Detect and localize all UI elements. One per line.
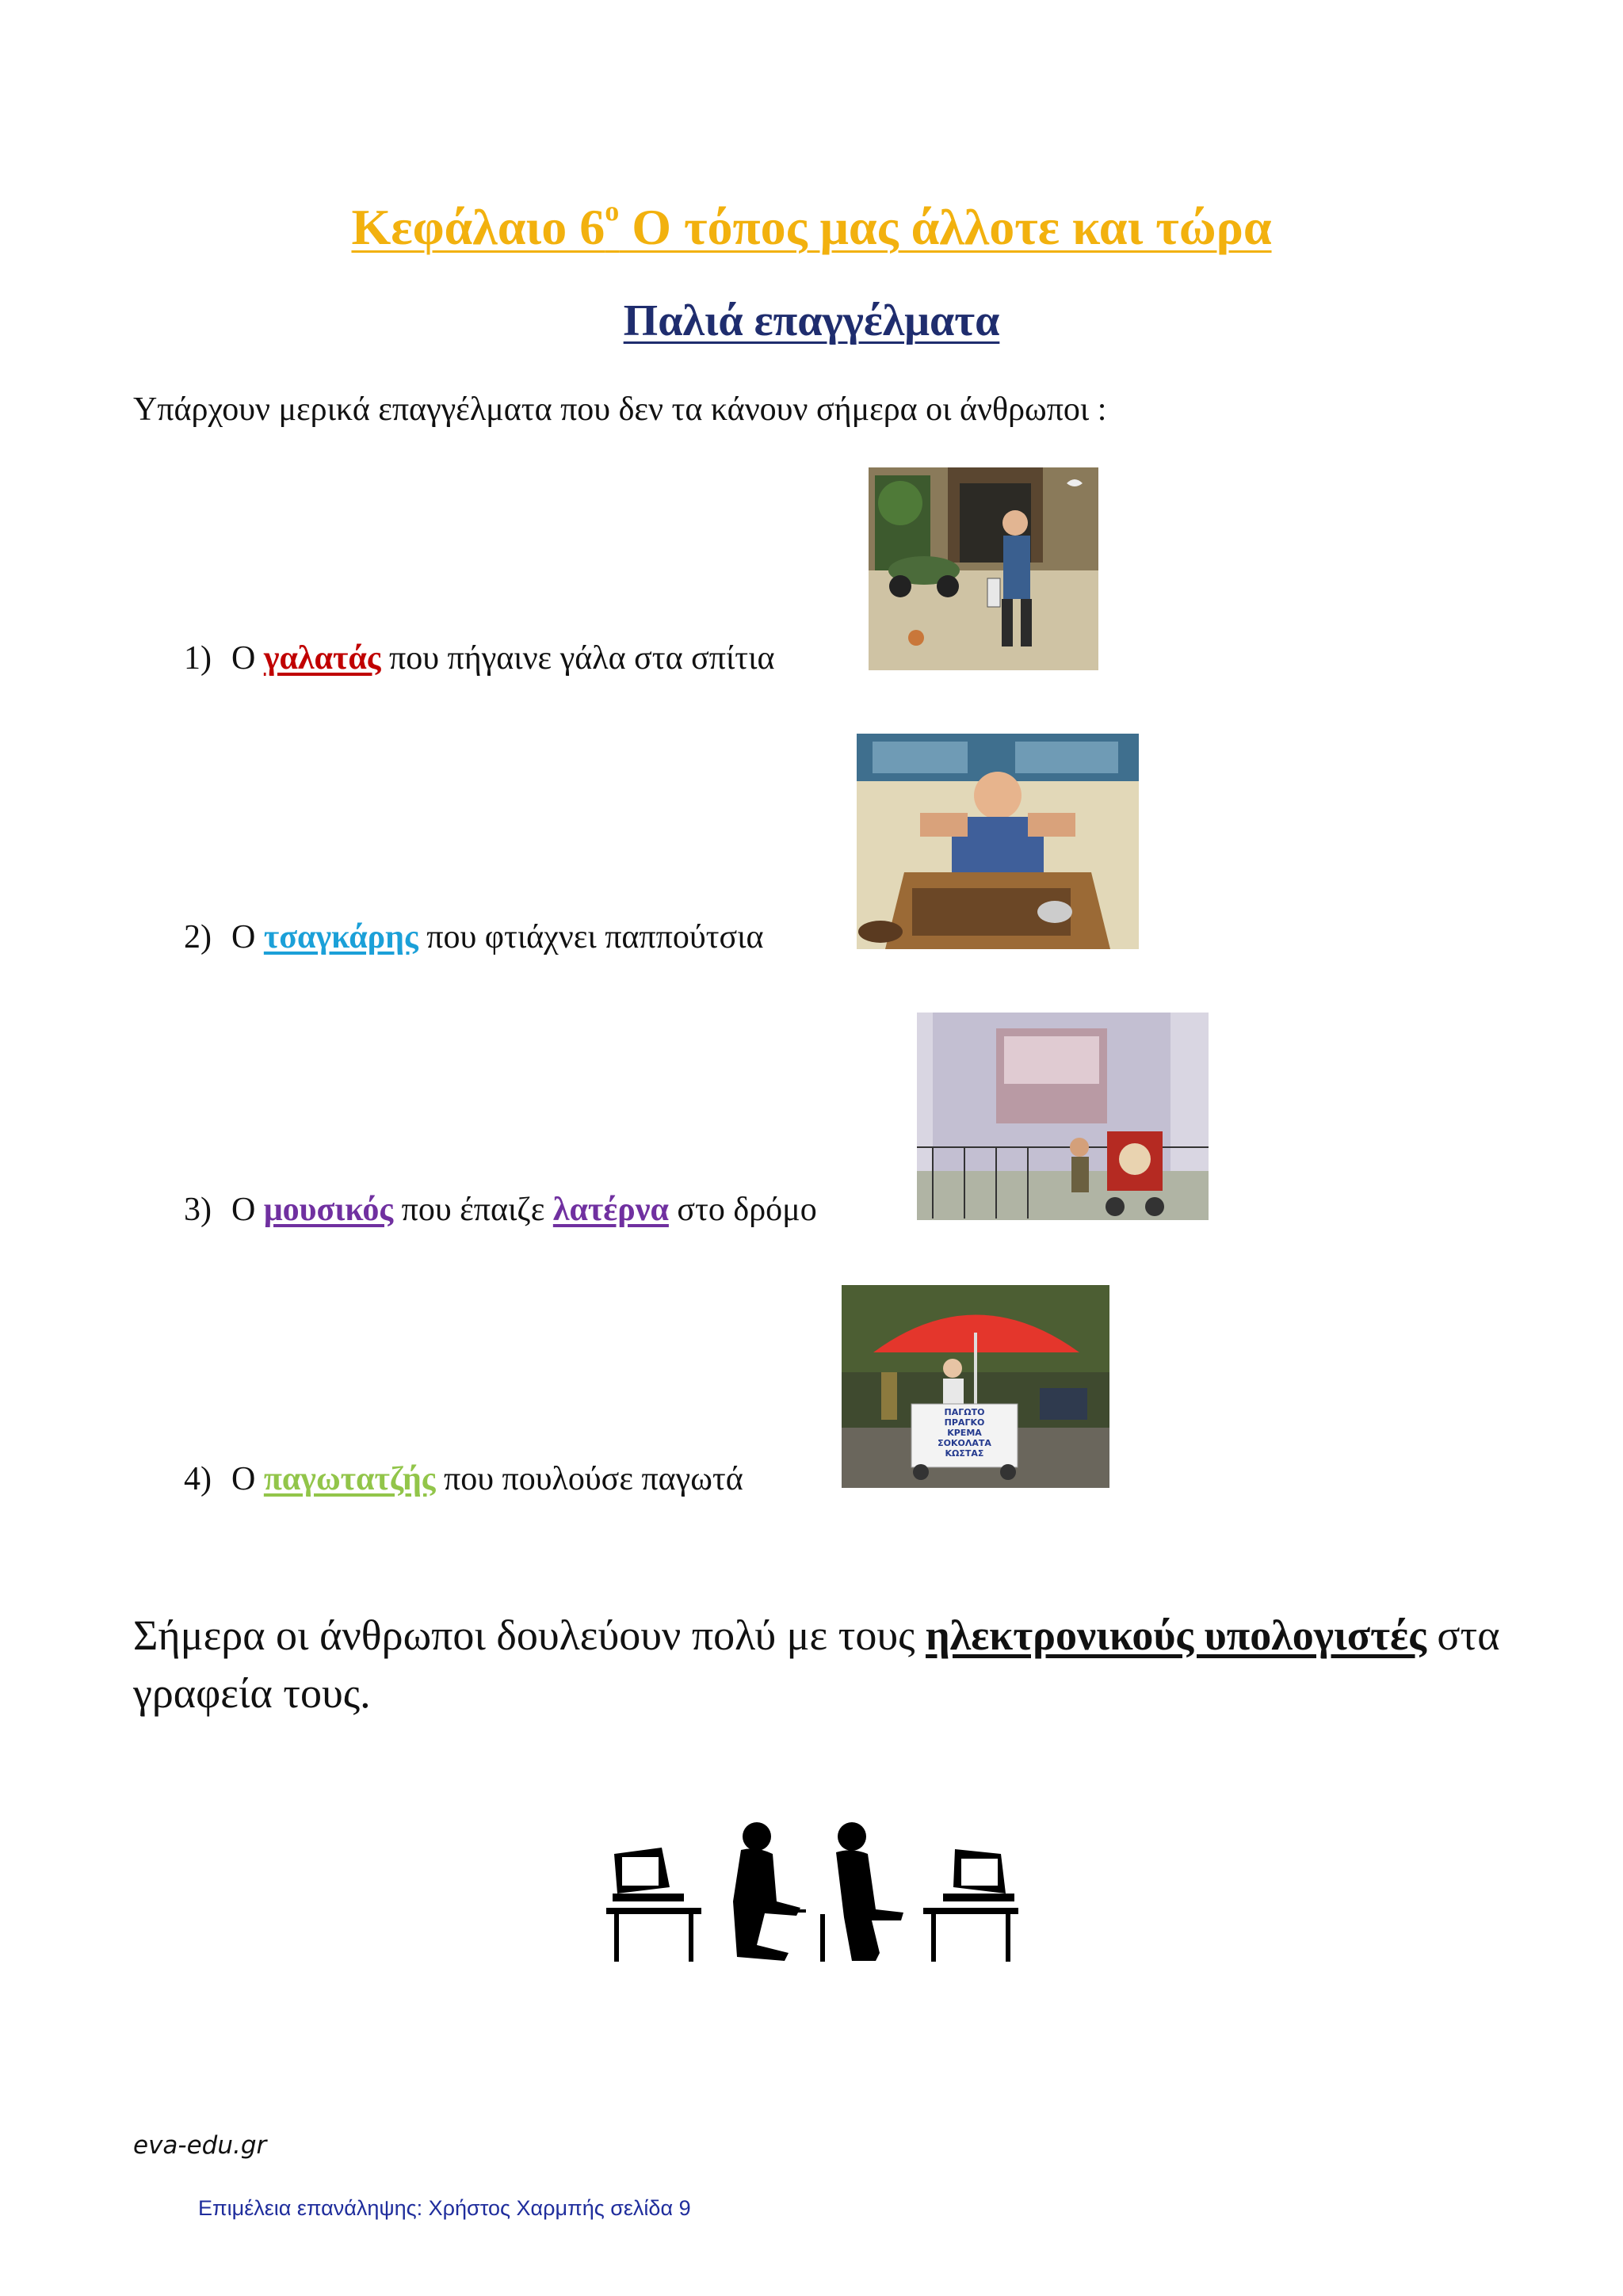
barrel-organ-illustration	[917, 1013, 1209, 1220]
list-item-text: που έπαιζε	[393, 1192, 553, 1228]
list-item-prefix: Ο	[231, 1192, 264, 1228]
closing-paragraph	[133, 1607, 1520, 1722]
list-item-musician	[184, 1190, 817, 1230]
list-item-text: που πουλούσε παγωτά	[435, 1461, 743, 1497]
list-item-text: που φτιάχνει παππούτσια	[418, 919, 764, 955]
list-item-text: που πήγαινε γάλα στα σπίτια	[380, 640, 775, 677]
cart-sign-line: ΚΡΕΜΑ	[947, 1428, 982, 1438]
keyword-milkman: γαλατάς	[263, 640, 381, 677]
computer-users-silhouette	[606, 1814, 1018, 1965]
list-item-text: στο δρόμο	[668, 1192, 817, 1228]
footer-credit: Επιμέλεια επανάληψης: Χρήστος Χαρμπής σελίδα 9	[198, 2196, 691, 2220]
section-subtitle: Παλιά επαγγέλματα	[623, 296, 1000, 345]
keyword-shoemaker: τσαγκάρης	[263, 919, 418, 955]
list-number: 4)	[184, 1461, 212, 1497]
list-item-shoemaker	[184, 917, 763, 957]
footer-site: eva-edu.gr	[133, 2131, 267, 2160]
list-item-ice-cream-vendor	[184, 1459, 743, 1499]
list-item-prefix: Ο	[231, 1461, 264, 1497]
list-number: 3)	[184, 1192, 212, 1228]
ice-cream-cart-sign	[917, 1407, 1012, 1463]
list-item-prefix: Ο	[231, 919, 264, 955]
closing-text: Σήμερα οι άνθρωποι δουλεύουν πολύ με τους	[133, 1611, 926, 1659]
keyword-ice-cream-vendor: παγωτατζής	[263, 1461, 436, 1497]
ice-cream-vendor-photo	[842, 1285, 1109, 1488]
list-item-milkman	[184, 639, 774, 678]
list-item-prefix: Ο	[231, 640, 264, 677]
chapter-title-superscript: ο	[605, 195, 620, 227]
cart-sign-line: ΣΟΚΟΛΑΤΑ	[938, 1438, 991, 1448]
keyword-computers: ηλεκτρονικούς υπολογιστές	[926, 1611, 1426, 1659]
chapter-title-rest: Ο τόπος μας άλλοτε και τώρα	[619, 199, 1272, 255]
list-number: 1)	[184, 640, 212, 677]
keyword-barrel-organ: λατέρνα	[552, 1192, 669, 1228]
chapter-title	[0, 195, 1623, 255]
shoemaker-illustration	[857, 734, 1139, 949]
cart-sign-line: ΚΩΣΤΑΣ	[945, 1448, 984, 1459]
cart-sign-line: ΠΑΓΩΤΟ	[944, 1407, 985, 1417]
milkman-illustration	[869, 467, 1098, 670]
list-number: 2)	[184, 919, 212, 955]
closing-text-end: στα γραφεία τους.	[133, 1611, 1500, 1717]
keyword-musician: μουσικός	[263, 1192, 394, 1228]
chapter-title-text: Κεφάλαιο 6	[351, 199, 605, 255]
cart-sign-line: ΠΡΑΓΚΟ	[944, 1417, 985, 1428]
intro-paragraph: Υπάρχουν μερικά επαγγέλματα που δεν τα κάνουν σήμερα οι άνθρωποι :	[133, 391, 1107, 428]
